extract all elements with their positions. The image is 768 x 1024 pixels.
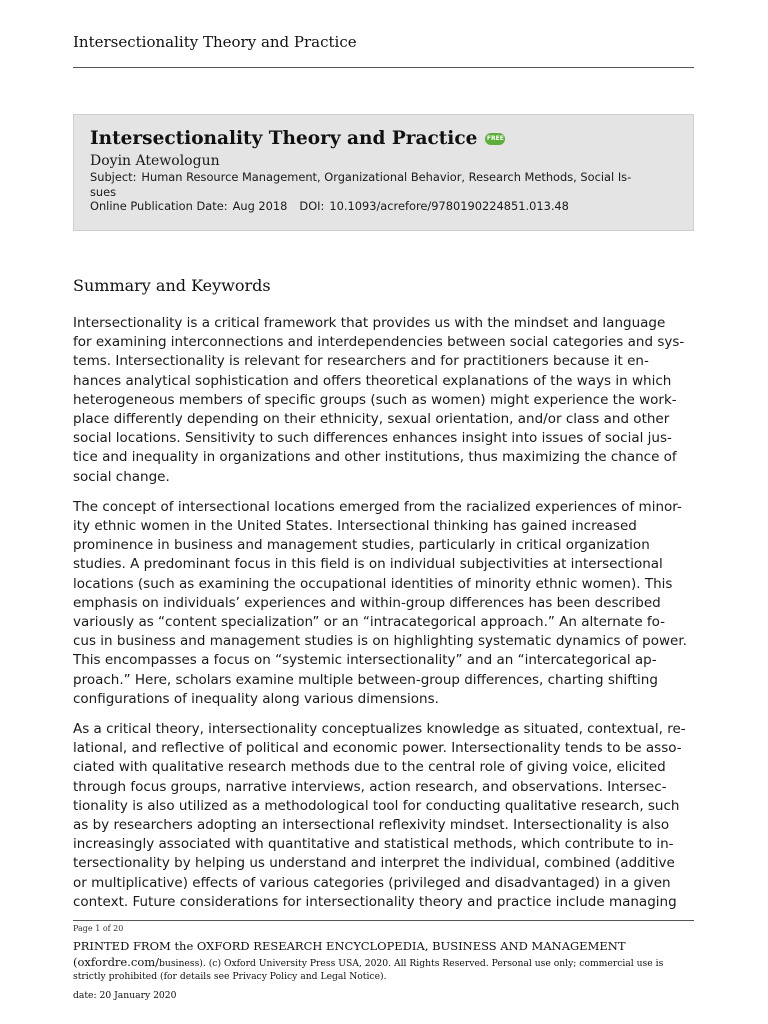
text-line: cus in business and management studies is on highlighting systematic dynamics of power. — [73, 633, 687, 650]
source-site-link[interactable]: (oxfordre.com/ — [73, 955, 160, 969]
text-line: Intersectionality is a critical framework that provides us with the mindset and language — [73, 315, 666, 331]
article-metadata-box — [73, 114, 694, 231]
summary-paragraph — [73, 314, 694, 487]
summary-heading: Summary and Keywords — [73, 276, 271, 295]
pubdate-label: Online Publication Date: — [90, 199, 228, 213]
subject-line — [90, 170, 677, 185]
text-line: variously as “content specialization” or an “intracategorical approach.” An alternate fo- — [73, 614, 666, 631]
text-line: tersectionality by helping us understand and interpret the individual, combined (additive — [73, 855, 675, 872]
text-line: heterogeneous members of specific groups (such as women) might experience the work- — [73, 391, 677, 408]
text-line: through focus groups, narrative interviews, action research, and observations. Intersec- — [73, 778, 667, 795]
text-line: The concept of intersectional locations emerged from the racialized experiences of minor- — [73, 498, 682, 515]
text-line: tice and inequality in organizations and other institutions, thus maximizing the chance of — [73, 449, 677, 466]
text-line: social locations. Sensitivity to such differences enhances insight into issues of social jus- — [73, 430, 672, 447]
publication-info — [90, 199, 677, 214]
summary-paragraph — [73, 720, 694, 912]
text-line: or multiplicative) effects of various categories (privileged and disadvantaged) in a given — [73, 874, 671, 891]
text-line: configurations of inequality along various dimensions. — [73, 690, 439, 707]
footer-divider — [73, 920, 694, 921]
text-line: context. Future considerations for intersectionality theory and practice include managing — [73, 893, 677, 910]
text-line: ciated with qualitative research methods due to the central role of giving voice, elicited — [73, 759, 666, 776]
header-divider — [73, 67, 694, 68]
text-line: increasingly associated with quantitative and statistical methods, which contribute to in- — [73, 836, 674, 853]
text-line: tionality is also utilized as a methodological tool for conducting qualitative research, such — [73, 797, 680, 814]
copyright-notice — [73, 956, 703, 983]
text-line: as by researchers adopting an intersectional reflexivity mindset. Intersectionality is also — [73, 817, 670, 834]
text-line: hances analytical sophistication and offers theoretical explanations of the ways in which — [73, 372, 672, 389]
text-line: place differently depending on their ethnicity, sexual orientation, and/or class and other — [73, 411, 670, 428]
article-title — [90, 127, 677, 151]
article-author: Doyin Atewologun — [90, 153, 220, 169]
summary-paragraph — [73, 498, 694, 709]
text-line: emphasis on individuals’ experiences and within-group differences has been described — [73, 594, 661, 611]
pubdate-value: Aug 2018 — [232, 199, 288, 213]
doi-label: DOI: — [299, 199, 325, 213]
running-head-title: Intersectionality Theory and Practice — [73, 33, 357, 51]
text-line: This encompasses a focus on “systemic intersectionality” and an “intercategorical ap- — [73, 652, 657, 669]
subject-value: Human Resource Management, Organizational Behavior, Research Methods, Social Is- — [141, 170, 632, 184]
page-number: Page 1 of 20 — [73, 924, 124, 933]
text-line: ity ethnic women in the United States. Intersectional thinking has gained increased — [73, 518, 637, 535]
printed-from-notice: PRINTED FROM the OXFORD RESEARCH ENCYCLOPEDIA, BUSINESS AND MANAGEMENT — [73, 939, 626, 953]
text-line: lational, and reflective of political and economic power. Intersectionality tends to be asso- — [73, 740, 682, 757]
text-line: proach.” Here, scholars examine multiple between-group differences, charting shifting — [73, 671, 658, 688]
text-line: for examining interconnections and interdependencies between social categories and sys- — [73, 334, 685, 351]
copyright-text-line2: strictly prohibited (for details see Privacy Policy and Legal Notice). — [73, 971, 387, 982]
text-line: As a critical theory, intersectionality conceptualizes knowledge as situated, contextual, re- — [73, 721, 686, 738]
doi-value[interactable]: 10.1093/acrefore/9780190224851.013.48 — [329, 199, 569, 213]
subject-line-continued: sues — [90, 184, 117, 199]
subject-label: Subject: — [90, 170, 137, 184]
text-line: tems. Intersectionality is relevant for researchers and for practitioners because it en- — [73, 353, 649, 370]
article-title-text: Intersectionality Theory and Practice — [90, 128, 478, 149]
text-line: prominence in business and management studies, particularly in critical organization — [73, 537, 650, 554]
free-access-badge: FREE — [485, 133, 505, 145]
text-line: locations (such as examining the occupational identities of minority ethnic women). This — [73, 575, 673, 592]
copyright-text: business). (c) Oxford University Press USA, 2020. All Rights Reserved. Personal use only; commercial use is — [159, 958, 664, 969]
text-line: social change. — [73, 468, 170, 485]
access-date: date: 20 January 2020 — [73, 990, 177, 1001]
text-line: studies. A predominant focus in this field is on individual subjectivities at intersectional — [73, 556, 663, 573]
summary-body — [73, 314, 694, 923]
